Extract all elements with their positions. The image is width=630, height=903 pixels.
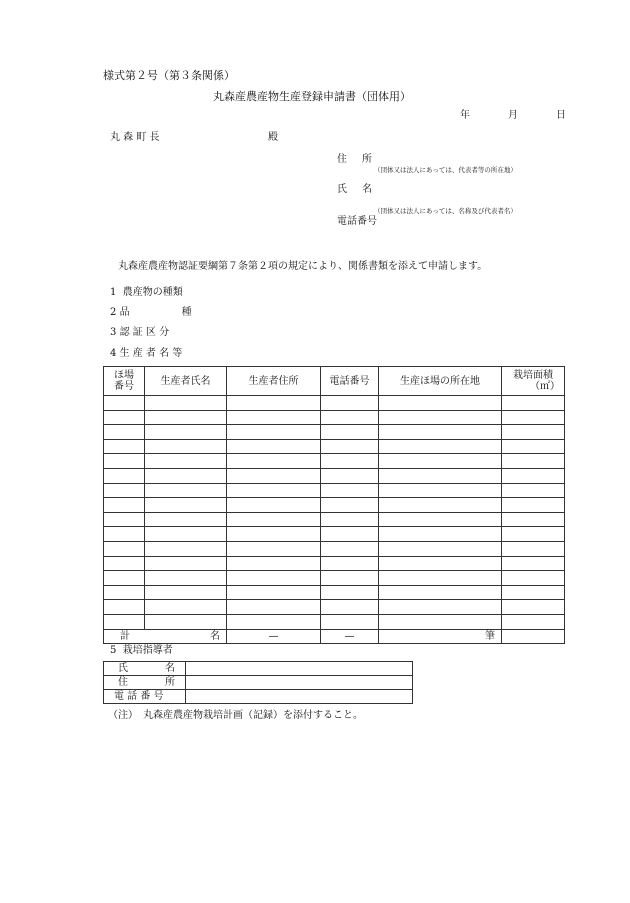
applicant-name-label: 氏 名 [337,184,372,195]
producer-cell[interactable] [104,396,145,411]
producer-cell[interactable] [145,556,227,571]
producer-cell[interactable] [227,600,321,615]
header-area: 栽培面積 （㎡） [502,367,565,396]
producer-cell[interactable] [379,614,502,629]
footnote: （注） 丸森産農産物栽培計画（記録）を添付すること。 [108,710,363,721]
producer-cell[interactable] [321,614,379,629]
producer-cell[interactable] [104,541,145,556]
producer-table-total-row [104,629,565,643]
producer-cell[interactable] [227,454,321,469]
producer-cell[interactable] [321,585,379,600]
producer-cell[interactable] [104,410,145,425]
producer-cell[interactable] [321,541,379,556]
producer-cell[interactable] [227,396,321,411]
producer-cell[interactable] [379,454,502,469]
date-year: 年 [460,110,470,121]
item-1: 1 農産物の種類 [110,287,183,298]
item-2: 2 品 種 [110,307,192,318]
producer-cell[interactable] [379,527,502,542]
producer-cell[interactable] [502,454,565,469]
producer-cell[interactable] [502,556,565,571]
producer-cell[interactable] [502,410,565,425]
honorific: 殿 [268,132,278,143]
producer-cell[interactable] [104,468,145,483]
item-3: 3 認 証 区 分 [110,327,170,338]
producer-cell[interactable] [227,556,321,571]
applicant-address-note: （団体又は法人にあっては、代表者等の所在地） [374,166,517,174]
producer-cell[interactable] [227,468,321,483]
producer-cell[interactable] [502,468,565,483]
producer-cell[interactable] [104,483,145,498]
producer-table-body [104,396,565,630]
instructor-phone-field[interactable] [186,690,413,704]
producer-cell[interactable] [379,556,502,571]
producer-row [104,454,565,469]
header-producer-address: 生産者住所 [227,367,321,396]
producer-row [104,425,565,440]
producer-cell[interactable] [104,585,145,600]
producer-cell[interactable] [145,483,227,498]
producer-cell[interactable] [502,585,565,600]
producer-cell[interactable] [321,468,379,483]
producer-cell[interactable] [502,600,565,615]
producer-row [104,527,565,542]
producer-cell[interactable] [227,410,321,425]
producer-cell[interactable] [379,600,502,615]
header-field-no: ほ場 番号 [104,367,145,396]
producer-row [104,396,565,411]
producer-cell[interactable] [104,571,145,586]
producer-cell[interactable] [379,512,502,527]
item-5: 5 栽培指導者 [110,645,173,656]
total-dash-2: — [321,629,379,643]
producer-cell[interactable] [379,498,502,513]
producer-cell[interactable] [321,454,379,469]
total-unit: 筆 [379,629,502,643]
producer-cell[interactable] [104,425,145,440]
producer-cell[interactable] [321,410,379,425]
producer-row [104,541,565,556]
producer-cell[interactable] [502,571,565,586]
producer-cell[interactable] [379,425,502,440]
producer-cell[interactable] [502,483,565,498]
instructor-name-field[interactable] [186,662,413,676]
producer-cell[interactable] [145,585,227,600]
producer-cell[interactable] [502,425,565,440]
producer-cell[interactable] [321,512,379,527]
producer-cell[interactable] [145,512,227,527]
producer-cell[interactable] [227,571,321,586]
producer-cell[interactable] [227,498,321,513]
producer-cell[interactable] [104,454,145,469]
date-line [460,111,566,121]
producer-cell[interactable] [227,541,321,556]
producer-cell[interactable] [227,425,321,440]
producer-cell[interactable] [145,614,227,629]
producer-row [104,498,565,513]
producer-cell[interactable] [227,512,321,527]
instructor-name-row [104,662,413,676]
producer-row [104,614,565,629]
producer-row [104,439,565,454]
instructor-phone-label: 電 話 番 号 [104,690,186,704]
producer-cell[interactable] [145,396,227,411]
instructor-phone-row [104,690,413,704]
total-count-cell: 計 名 [104,629,227,643]
producer-cell[interactable] [104,439,145,454]
applicant-address-label: 住 所 [337,154,372,165]
producer-cell[interactable] [227,585,321,600]
header-producer-name: 生産者氏名 [145,367,227,396]
producer-cell[interactable] [104,527,145,542]
producer-cell[interactable] [145,527,227,542]
producer-row [104,571,565,586]
producer-cell[interactable] [104,512,145,527]
producer-cell[interactable] [502,396,565,411]
instructor-address-row [104,676,413,690]
producer-cell[interactable] [227,614,321,629]
producer-row [104,556,565,571]
producer-row [104,468,565,483]
producer-cell[interactable] [227,439,321,454]
producer-cell[interactable] [502,512,565,527]
producer-cell[interactable] [321,425,379,440]
header-field-location: 生産ほ場の所在地 [379,367,502,396]
producer-row [104,512,565,527]
producer-row [104,483,565,498]
producer-cell[interactable] [145,410,227,425]
instructor-address-field[interactable] [186,676,413,690]
instructor-address-label: 住 所 [104,676,186,690]
applicant-phone-label: 電話番号 [337,216,377,227]
date-month: 月 [508,110,518,121]
producer-cell[interactable] [321,439,379,454]
producer-table [103,366,565,644]
producer-cell[interactable] [502,541,565,556]
producer-cell[interactable] [379,571,502,586]
applicant-name-note: （団体又は法人にあっては、名称及び代表者名） [374,207,517,215]
producer-cell[interactable] [321,600,379,615]
producer-row [104,600,565,615]
total-area-cell[interactable] [502,629,565,643]
producer-cell[interactable] [321,556,379,571]
producer-cell[interactable] [502,527,565,542]
body-text: 丸森産農産物認証要綱第７条第２項の規定により、関係書類を添えて申請します。 [118,261,488,272]
producer-row [104,410,565,425]
producer-cell[interactable] [145,454,227,469]
form-title: 丸森産農産物生産登録申請書（団体用） [213,90,411,103]
producer-cell[interactable] [104,498,145,513]
cultivation-instructor-table [103,661,413,704]
instructor-name-label: 氏 名 [104,662,186,676]
producer-cell[interactable] [145,600,227,615]
producer-table-header [104,367,565,396]
header-phone: 電話番号 [321,367,379,396]
producer-cell[interactable] [379,439,502,454]
producer-cell[interactable] [145,468,227,483]
producer-cell[interactable] [379,396,502,411]
producer-cell[interactable] [145,571,227,586]
producer-cell[interactable] [321,571,379,586]
producer-cell[interactable] [321,527,379,542]
producer-cell[interactable] [379,541,502,556]
addressee: 丸 森 町 長 [110,132,160,143]
producer-cell[interactable] [145,498,227,513]
producer-cell[interactable] [379,468,502,483]
producer-cell[interactable] [502,614,565,629]
producer-cell[interactable] [145,439,227,454]
producer-cell[interactable] [227,527,321,542]
producer-row [104,585,565,600]
producer-cell[interactable] [145,541,227,556]
producer-cell[interactable] [145,425,227,440]
producer-cell[interactable] [379,483,502,498]
total-dash-1: — [227,629,321,643]
producer-cell[interactable] [104,614,145,629]
producer-cell[interactable] [502,498,565,513]
date-day: 日 [556,110,566,121]
producer-cell[interactable] [227,483,321,498]
producer-cell[interactable] [321,396,379,411]
producer-cell[interactable] [379,585,502,600]
producer-cell[interactable] [379,410,502,425]
producer-cell[interactable] [502,439,565,454]
form-number: 様式第２号（第３条関係） [103,69,235,82]
item-4: 4 生 産 者 名 等 [110,348,183,359]
producer-cell[interactable] [321,498,379,513]
producer-cell[interactable] [104,556,145,571]
producer-cell[interactable] [321,483,379,498]
producer-cell[interactable] [104,600,145,615]
